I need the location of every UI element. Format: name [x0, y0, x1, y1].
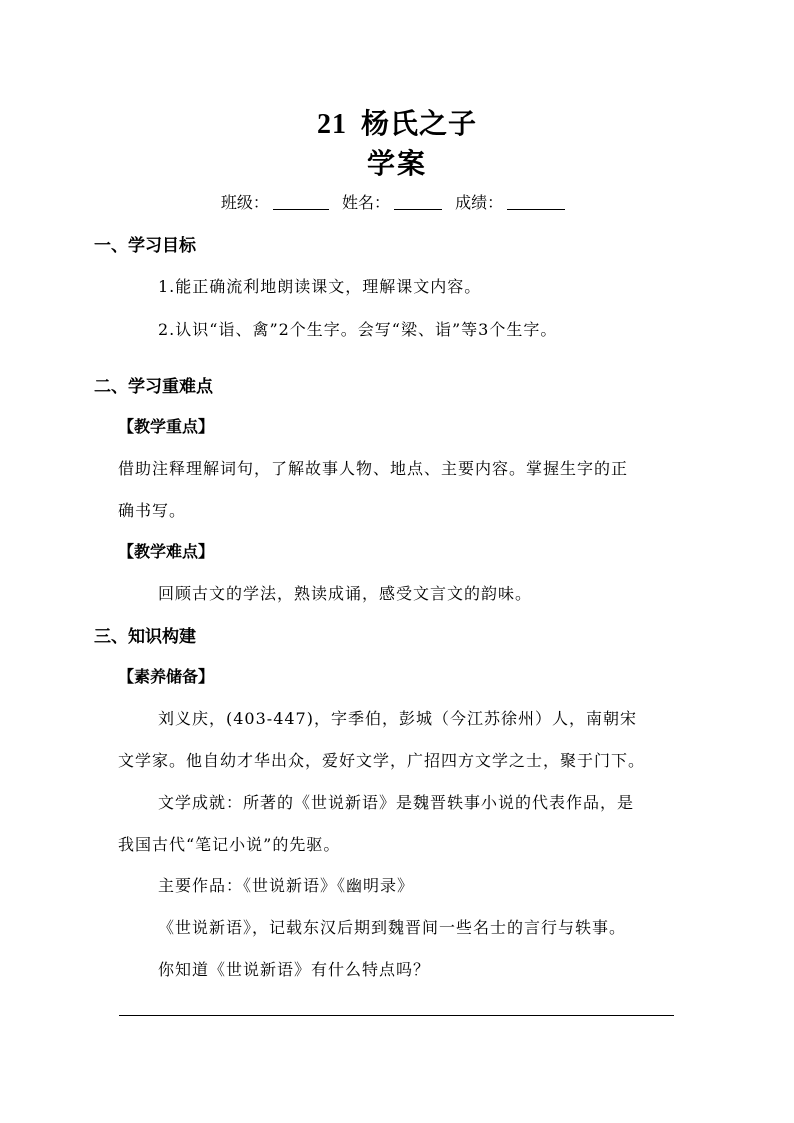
class-blank — [273, 193, 329, 210]
lesson-title: 杨氏之子 — [360, 107, 477, 140]
goal-item-2: 2.认识“诣、禽”2个生字。会写“梁、诣”等3个生字。 — [158, 320, 558, 339]
section-title-goals: 一、学习目标 — [94, 236, 196, 256]
teaching-difficulty-text: 回顾古文的学法，熟读成诵，感受文言文的韵味。 — [158, 584, 533, 603]
achievement-line-2: 我国古代“笔记小说”的先驱。 — [118, 835, 341, 854]
goal-item-1: 1.能正确流利地朗读课文，理解课文内容。 — [158, 277, 482, 296]
sub-title-teaching-focus: 【教学重点】 — [118, 417, 215, 436]
lesson-number: 21 — [316, 109, 347, 140]
author-bio-line-1: 刘义庆，(403-447)，字季伯，彭城（今江苏徐州）人，南朝宋 — [158, 709, 637, 728]
main-works: 主要作品：《世说新语》《幽明录》 — [158, 876, 415, 895]
student-info-line — [0, 190, 794, 213]
sub-title-teaching-difficulty: 【教学难点】 — [118, 542, 215, 561]
name-blank — [394, 193, 442, 210]
section-title-knowledge: 三、知识构建 — [94, 627, 196, 647]
page-title — [0, 102, 794, 142]
name-label: 姓名： — [341, 193, 390, 212]
answer-line — [119, 1015, 674, 1016]
page-subtitle: 学案 — [366, 147, 427, 180]
section-title-key-points: 二、学习重难点 — [94, 377, 213, 397]
class-label: 班级： — [220, 193, 269, 212]
score-label: 成绩： — [455, 193, 504, 212]
author-bio-line-2: 文学家。他自幼才华出众，爱好文学，广招四方文学之士，聚于门下。 — [118, 751, 646, 770]
teaching-focus-line-2: 确书写。 — [118, 501, 187, 520]
achievement-line-1: 文学成就：所著的《世说新语》是魏晋轶事小说的代表作品，是 — [158, 793, 635, 812]
score-blank — [507, 193, 565, 210]
book-description: 《世说新语》，记载东汉后期到魏晋间一些名士的言行与轶事。 — [158, 918, 627, 937]
sub-title-literacy-prep: 【素养储备】 — [118, 667, 215, 686]
question-text: 你知道《世说新语》有什么特点吗？ — [158, 960, 431, 979]
teaching-focus-line-1: 借助注释理解词句，了解故事人物、地点、主要内容。掌握生字的正 — [118, 459, 629, 478]
